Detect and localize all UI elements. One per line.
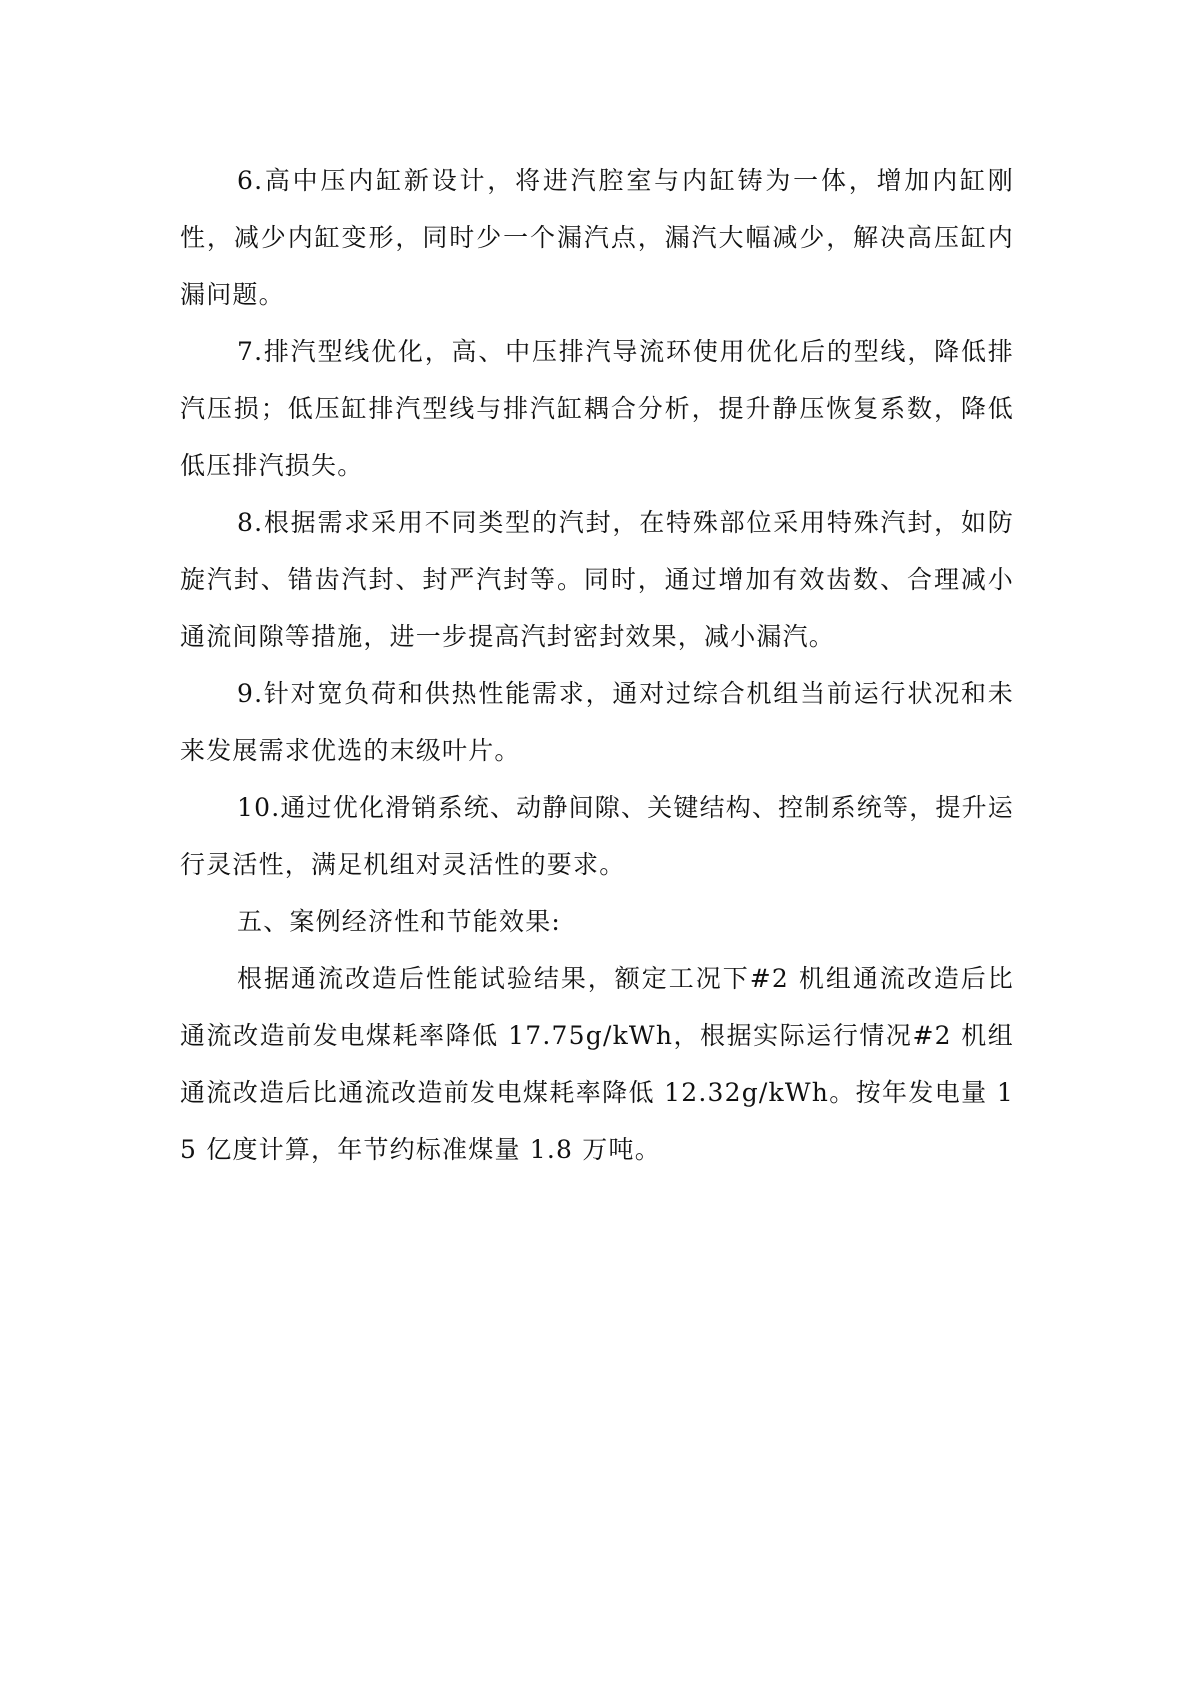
paragraph-item-6: 6.高中压内缸新设计，将进汽腔室与内缸铸为一体，增加内缸刚性，减少内缸变形，同时少一个漏汽点，漏汽大幅减少，解决高压缸内漏问题。 [180, 166, 1014, 309]
paragraph-item-9: 9.针对宽负荷和供热性能需求，通对过综合机组当前运行状况和未来发展需求优选的末级叶片。 [180, 679, 1014, 765]
paragraph-item-8: 8.根据需求采用不同类型的汽封，在特殊部位采用特殊汽封，如防旋汽封、错齿汽封、封严汽封等。同时，通过增加有效齿数、合理减小通流间隙等措施，进一步提高汽封密封效果，减小漏汽。 [180, 508, 1014, 651]
document-body [180, 152, 1014, 1178]
result-paragraph: 根据通流改造后性能试验结果，额定工况下#2 机组通流改造后比通流改造前发电煤耗率降低 17.75g/kWh，根据实际运行情况#2 机组通流改造后比通流改造前发电煤耗率降低 12.32g/kWh。按年发电量 15 亿度计算，年节约标准煤量 1.8 万吨。 [180, 964, 1014, 1164]
paragraph-item-7: 7.排汽型线优化，高、中压排汽导流环使用优化后的型线，降低排汽压损；低压缸排汽型线与排汽缸耦合分析，提升静压恢复系数，降低低压排汽损失。 [180, 337, 1014, 480]
paragraph-item-10: 10.通过优化滑销系统、动静间隙、关键结构、控制系统等，提升运行灵活性，满足机组对灵活性的要求。 [180, 793, 1014, 879]
section-heading: 五、案例经济性和节能效果: [237, 907, 562, 936]
